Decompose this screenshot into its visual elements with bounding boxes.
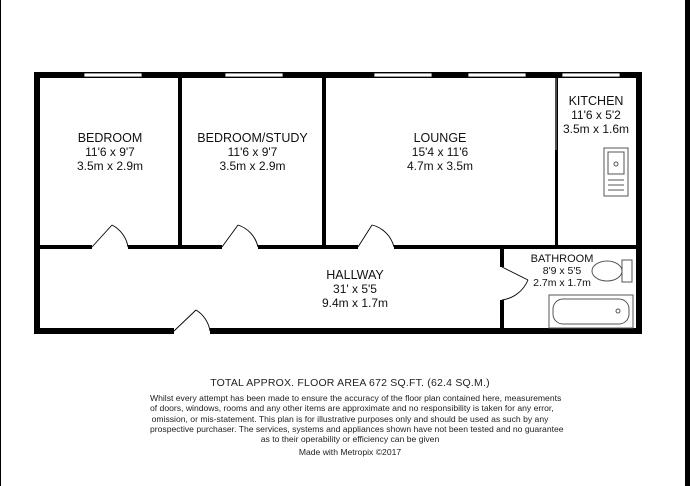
disclaimer-line: of doors, windows, rooms and any other items are approximate and no responsibility is taken for any error,	[150, 403, 554, 414]
room-metric: 3.5m x 1.6m	[562, 122, 630, 136]
window-kitchen	[562, 73, 620, 77]
wall-bathroom-top	[500, 249, 504, 267]
disclaimer	[150, 393, 564, 445]
room-bedroom-study	[185, 131, 320, 173]
wall-bedroom-study	[178, 78, 182, 248]
room-hallway	[290, 268, 420, 310]
wall-bottom-left	[34, 328, 174, 334]
wall-hall-lounge-a	[258, 245, 358, 249]
window-bedroom	[84, 73, 142, 77]
window-lounge-left	[374, 73, 432, 77]
room-imperial: 15'4 x 11'6	[411, 145, 469, 159]
wall-bottom-right	[210, 328, 642, 334]
disclaimer-line: as to their operability or efficiency can be given	[260, 434, 440, 445]
wall-hall-bedroom-b	[128, 245, 222, 249]
room-metric: 9.4m x 1.7m	[321, 296, 389, 310]
wall-hall-lounge-b	[394, 245, 636, 249]
room-imperial: 8'9 x 5'5	[542, 265, 582, 277]
wall-hall-bedroom-a	[40, 245, 92, 249]
wall-right	[636, 72, 642, 334]
room-imperial: 11'6 x 9'7	[85, 145, 135, 159]
wall-bathroom-bottom	[500, 300, 504, 328]
room-metric: 3.5m x 2.9m	[76, 159, 144, 173]
total-floor-area: TOTAL APPROX. FLOOR AREA 672 SQ.FT. (62.4 SQ.M.)	[210, 377, 490, 389]
door-entrance	[174, 310, 210, 331]
credit-line: Made with Metropix ©2017	[298, 447, 402, 457]
room-name: HALLWAY	[326, 268, 384, 282]
room-metric: 4.7m x 3.5m	[406, 159, 474, 173]
room-name: LOUNGE	[413, 131, 467, 145]
room-imperial: 11'6 x 9'7	[227, 145, 278, 159]
room-name: BEDROOM/STUDY	[197, 131, 308, 145]
wall-study-lounge	[322, 78, 326, 248]
room-metric: 2.7m x 1.7m	[533, 277, 591, 289]
room-lounge	[380, 131, 500, 173]
room-bathroom	[524, 253, 600, 289]
bathtub	[549, 295, 633, 328]
room-kitchen	[557, 94, 635, 136]
wall-left	[34, 72, 40, 334]
disclaimer-line: prospective purchaser. The services, systems and appliances shown have not been tested and no guarantee	[150, 423, 564, 434]
room-imperial: 31' x 5'5	[333, 282, 377, 296]
room-name: KITCHEN	[568, 94, 624, 108]
disclaimer-line: Whilst every attempt has been made to ensure the accuracy of the floor plan contained here, measurements	[150, 393, 562, 403]
room-bedroom	[50, 131, 170, 173]
door-bedroom	[92, 225, 128, 247]
room-name: BATHROOM	[530, 253, 594, 265]
kitchen-sink	[604, 148, 628, 196]
door-bedroom-study	[222, 225, 258, 247]
window-bedroom-study	[225, 73, 283, 77]
door-lounge	[358, 225, 394, 247]
room-metric: 3.5m x 2.9m	[219, 159, 286, 173]
disclaimer-line: omission, or mis-statement. This plan is for illustrative purposes only and should be used as such by any	[151, 413, 549, 424]
window-lounge-right	[468, 73, 526, 77]
room-imperial: 11'6 x 5'2	[571, 108, 621, 122]
room-name: BEDROOM	[77, 131, 143, 145]
